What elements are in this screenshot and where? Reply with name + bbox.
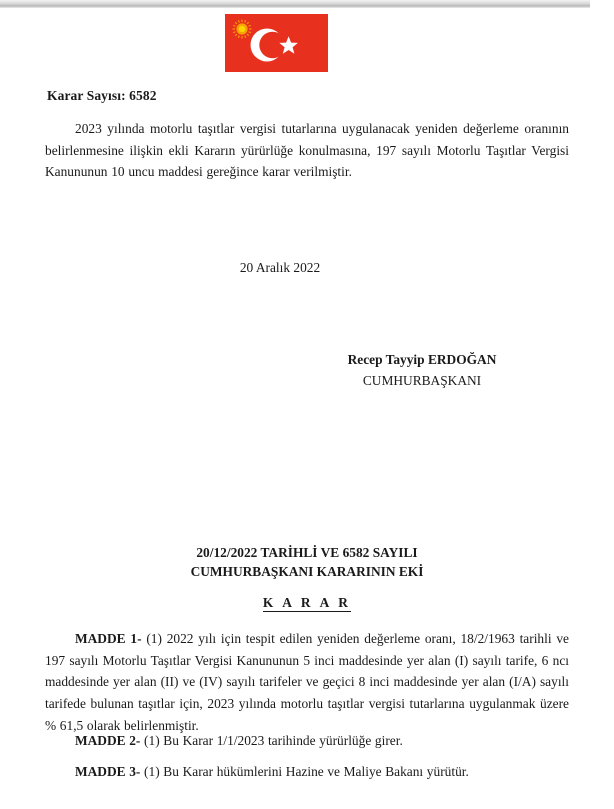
article-2-label: MADDE 2- [75,733,141,748]
article-3-label: MADDE 3- [75,764,141,779]
article-1-label: MADDE 1- [75,631,142,646]
article-2-text: (1) Bu Karar 1/1/2023 tarihinde yürürlüğe girer. [140,733,403,748]
karar-sayisi-heading: Karar Sayısı: 6582 [47,88,157,103]
article-1-text: (1) 2022 yılı için tespit edilen yeniden değerleme oranı, 18/2/1963 tarihli ve 197 sayılı Motorlu Taşıtlar Vergisi Kanununun 5 inci maddesinde yer alan (I) sayılı tarife, 6 ncı maddesinde yer alan (II) ve (IV) sayılı tarifeler ve geçici 8 inci maddesinde yer alan (I/A) sayılı tarifede bulunan taşıtlar için, 2023 yılında motorlu taşıtlar vergisi tutarlarına uygulanmak üzere % 61,5 olarak belirlenmiştir. [45,631,569,733]
article-3 [45,761,569,783]
signature-block [0,350,614,392]
karar-title [0,595,614,611]
karar-title-text: K A R A R [262,595,352,610]
annex-heading-line-1: 20/12/2022 TARİHLİ VE 6582 SAYILI [196,545,418,560]
article-3-text: (1) Bu Karar hükümlerini Hazine ve Maliye Bakanı yürütür. [140,764,469,779]
turkish-flag [225,14,328,72]
signatory-office: CUMHURBAŞKANI [362,372,482,388]
article-2 [45,730,569,752]
annex-heading [0,543,614,581]
signatory-name: Recep Tayyip ERDOĞAN [347,352,497,367]
page-top-scan-bar [0,0,590,8]
article-1 [45,628,569,737]
turkish-flag-graphic [225,14,328,72]
annex-heading-line-2: CUMHURBAŞKANI KARARININ EKİ [190,564,424,580]
intro-paragraph: 2023 yılında motorlu taşıtlar vergisi tutarlarına uygulanacak yeniden değerleme oranının belirlenmesine ilişkin ekli Kararın yürürlüğe konulmasına, 197 sayılı Motorlu Taşıtlar Vergisi Kanununun 10 uncu maddesi gereğince karar verilmiştir. [45,121,569,180]
decision-date: 20 Aralık 2022 [239,260,321,275]
